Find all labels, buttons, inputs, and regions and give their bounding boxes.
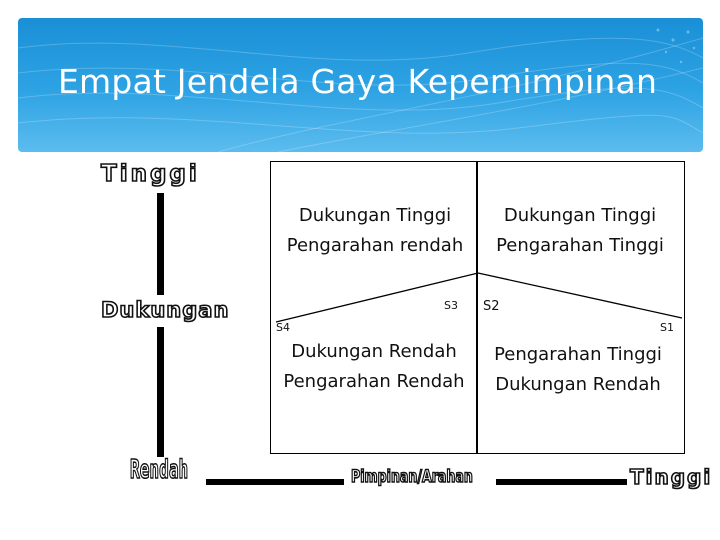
quadrant-top-left-line1: Dukungan Tinggi	[298, 205, 452, 226]
quadrant-top-right-line2: Pengarahan Tinggi	[496, 235, 664, 256]
quadrant-bottom-left	[276, 337, 472, 397]
y-axis-high-label: Tinggi	[101, 161, 200, 187]
x-axis-title: Pimpinan/Arahan	[351, 467, 473, 487]
style-code-s3: S3	[444, 299, 458, 312]
quadrant-top-left-line2: Pengarahan rendah	[286, 235, 464, 256]
x-axis-high-label: Tinggi	[630, 465, 713, 489]
page-title: Empat Jendela Gaya Kepemimpinan	[58, 62, 658, 101]
quadrant-top-right	[482, 201, 678, 261]
quadrant-bottom-left-line2: Pengarahan Rendah	[283, 371, 465, 392]
quadrant-top-right-line1: Dukungan Tinggi	[503, 205, 657, 226]
style-code-s2: S2	[483, 299, 500, 314]
y-axis-title: Dukungan	[101, 298, 230, 322]
quadrant-bottom-right-line2: Dukungan Rendah	[495, 374, 661, 395]
quadrant-bottom-right	[480, 340, 676, 400]
quadrant-bottom-right-line1: Pengarahan Tinggi	[494, 344, 662, 365]
style-code-s1: S1	[660, 321, 674, 334]
axis-low-label: Rendah	[130, 455, 189, 485]
quadrant-bottom-left-line1: Dukungan Rendah	[291, 341, 457, 362]
quadrant-top-left	[275, 201, 475, 261]
style-code-s4: S4	[276, 321, 290, 334]
